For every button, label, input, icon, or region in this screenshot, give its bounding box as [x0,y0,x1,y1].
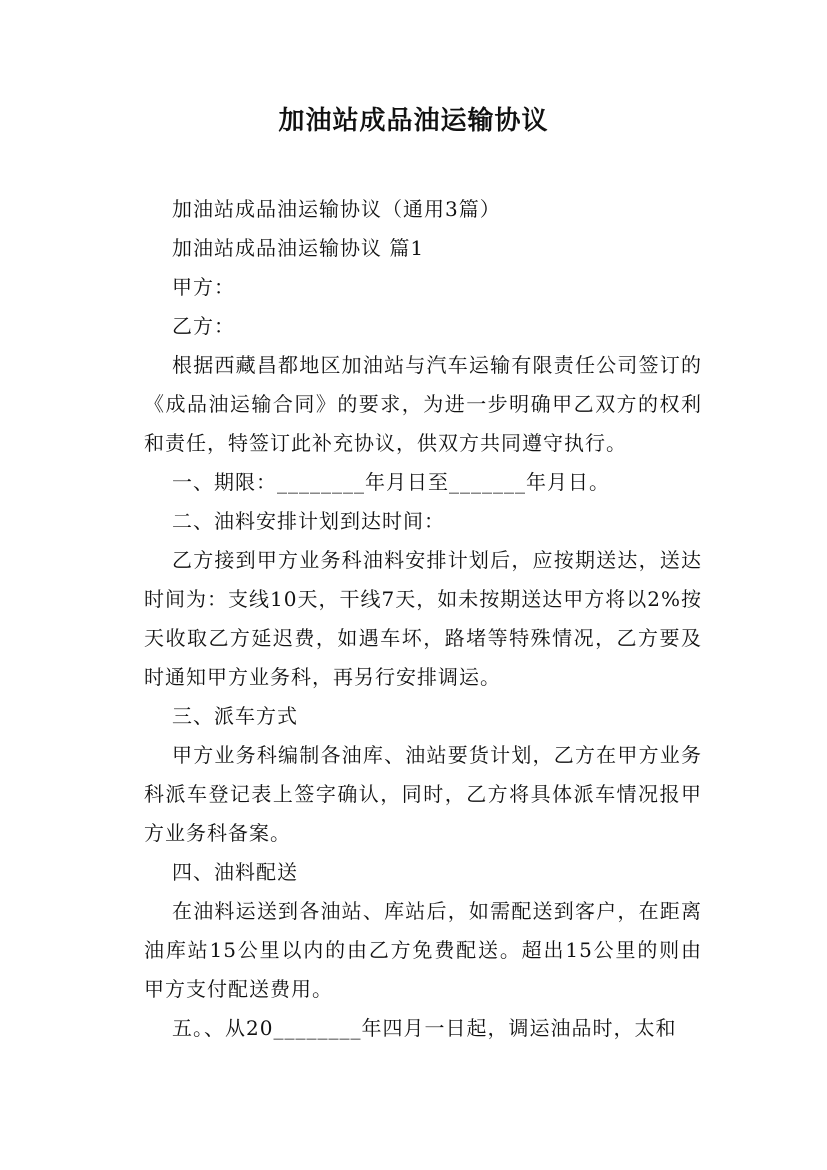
party-b-line: 乙方： [172,314,235,338]
clause-five-paragraph: 五。、从20________年四月一日起，调运油品时，太和 [172,1016,677,1040]
party-a-line: 甲方： [172,275,235,299]
arrival-time-heading: 二、油料安排计划到达时间： [172,509,445,533]
document-title: 加油站成品油运输协议 [278,106,549,136]
intro-paragraph: 根据西藏昌都地区加油站与汽车运输有限责任公司签订的《成品油运输合同》的要求，为进一步明确甲乙双方的权利和责任，特签订此补充协议，供双方共同遵守执行。 [144,353,702,455]
dispatch-method-heading: 三、派车方式 [172,704,298,728]
delivery-paragraph: 在油料运送到各油站、库站后，如需配送到客户，在距离油库站15公里以内的由乙方免费配送。超出15公里的则由甲方支付配送费用。 [144,899,702,1001]
delivery-heading: 四、油料配送 [172,860,298,884]
document-body [144,190,702,1048]
section-heading-line: 加油站成品油运输协议 篇1 [172,236,425,260]
term-clause: 一、期限：________年月日至_______年月日。 [172,470,610,494]
dispatch-method-paragraph: 甲方业务科编制各油库、油站要货计划，乙方在甲方业务科派车登记表上签字确认，同时，乙方将具体派车情况报甲方业务科备案。 [144,743,702,845]
arrival-time-paragraph: 乙方接到甲方业务科油料安排计划后，应按期送达，送达时间为：支线10天，干线7天，如未按期送达甲方将以2%按天收取乙方延迟费，如遇车坏，路堵等特殊情况，乙方要及时通知甲方业务科，再另行安排调运。 [144,548,702,689]
subtitle-line: 加油站成品油运输协议（通用3篇） [172,197,501,221]
